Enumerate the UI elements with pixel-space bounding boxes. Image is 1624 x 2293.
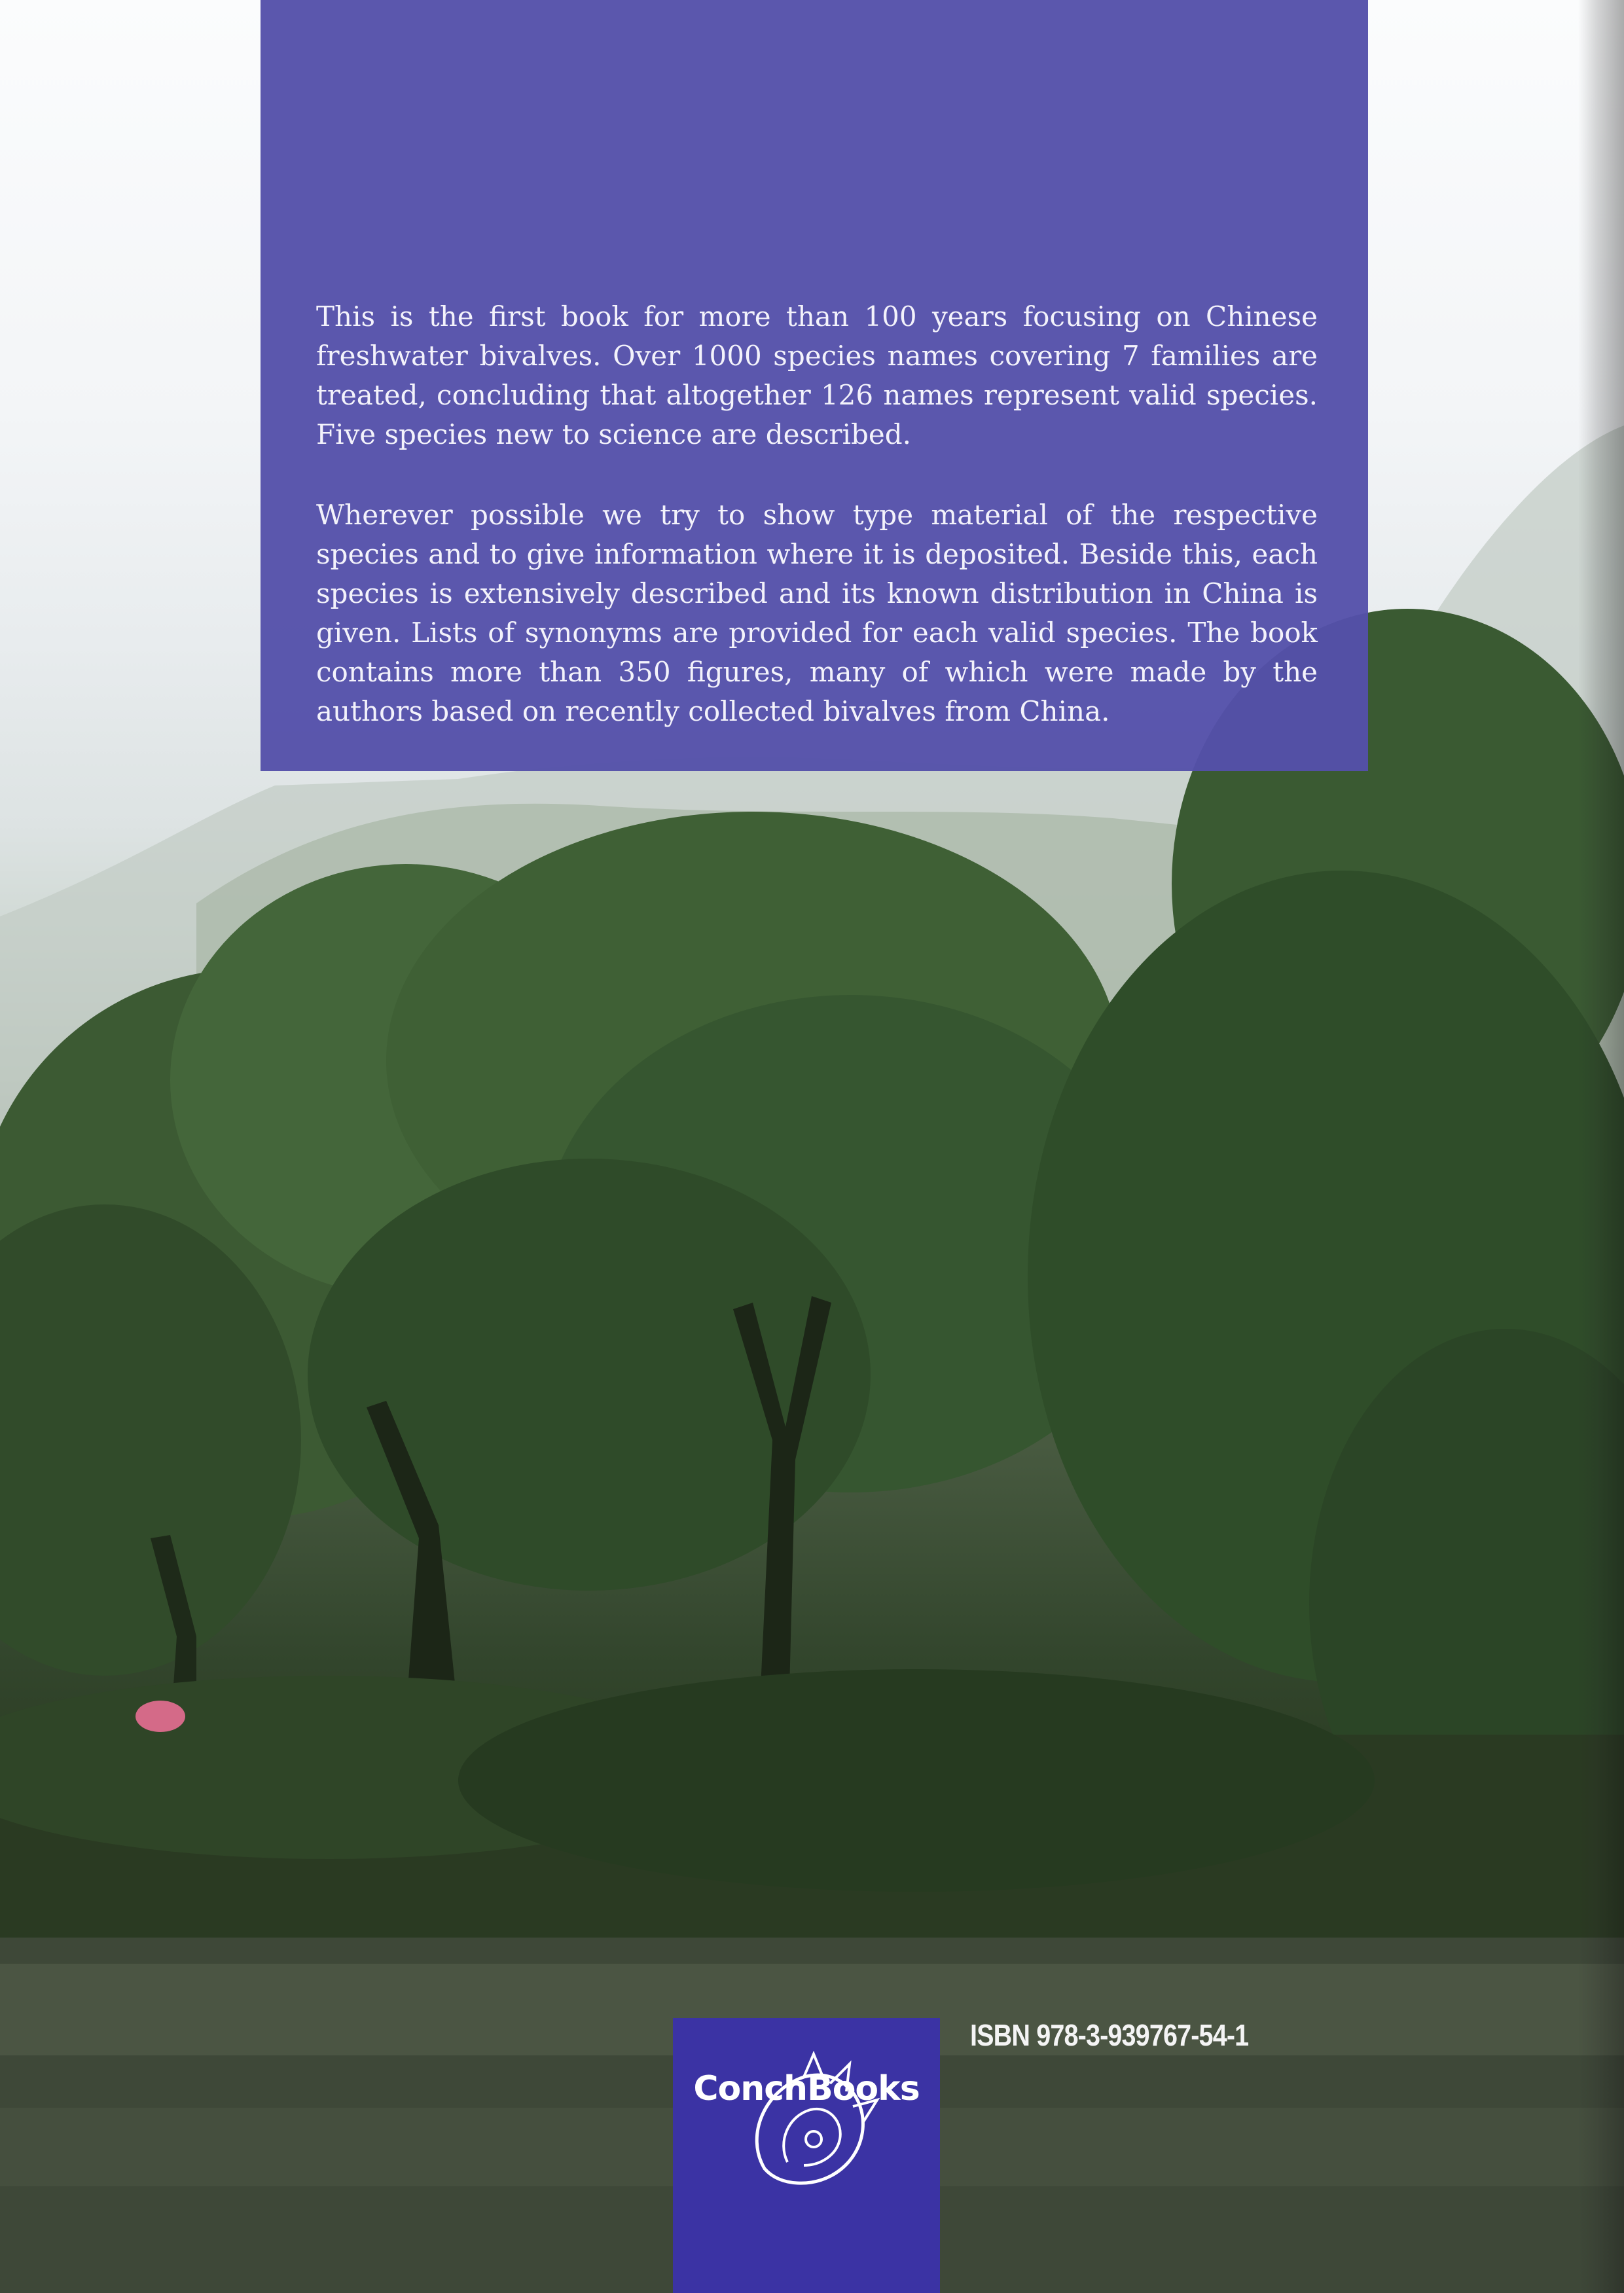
blurb-paragraph-2: Wherever possible we try to show type material of the respective species and to give information where it is deposited. Beside this, each species is extensively described and its known distribution in China is given. Lists of synonyms are provided for each valid species. The book contains more than 350 figures, many of which were made by the authors based on recently collected bivalves from China. [316, 499, 1318, 727]
publisher-logo [673, 2018, 940, 2293]
blurb-paragraph-1: This is the first book for more than 100 years focusing on Chinese freshwater bivalves. Over 1000 species names covering 7 families are treated, concluding that altogether 126 names represent valid species. Five species new to science are described. [316, 300, 1318, 450]
publisher-name: ConchBooks [693, 2069, 920, 2108]
isbn-number: ISBN 978-3-939767-54-1 [970, 2018, 1249, 2052]
flowering-shrub [135, 1701, 185, 1732]
riverbank-shrubs [458, 1669, 1375, 1892]
shell-icon [725, 2038, 889, 2208]
spine-shadow [1578, 0, 1624, 2293]
